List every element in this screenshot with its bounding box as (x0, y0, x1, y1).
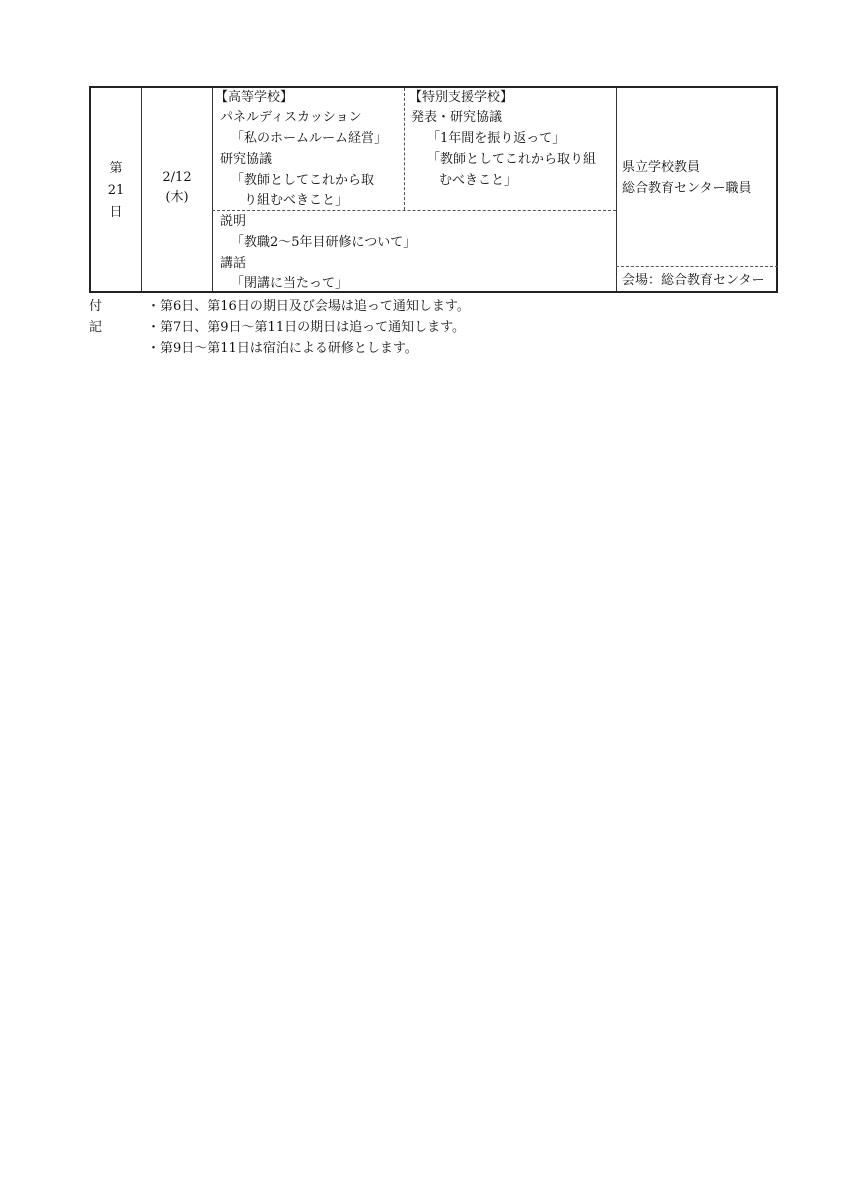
notes-label: 付記 (89, 299, 115, 335)
note-item: ・第9日～第11日は宿泊による研修とします。 (147, 341, 418, 356)
venue-text: 会場：総合教育センター (622, 273, 765, 288)
day-prefix: 第 (109, 161, 123, 176)
instructor-line: 総合教育センター職員 (622, 181, 752, 196)
common-line: 「教職2～5年目研修について」 (231, 235, 417, 250)
schedule-table (89, 86, 778, 293)
date-value: 2/12 (162, 170, 192, 185)
high-school-line: 「教師としてこれから取 (231, 173, 375, 188)
common-line: 説明 (220, 214, 247, 229)
special-school-line: むべきこと」 (439, 173, 518, 188)
special-school-line: 「1年間を振り返って」 (427, 131, 566, 146)
high-school-line: パネルディスカッション (220, 110, 362, 125)
high-school-line: 「私のホームルーム経営」 (231, 131, 388, 146)
high-school-header: 【高等学校】 (215, 90, 294, 105)
column-divider (212, 88, 213, 291)
date-weekday: (木) (165, 190, 189, 205)
day-number: 21 (107, 183, 125, 198)
special-school-line: 発表・研究協議 (411, 110, 503, 125)
dashed-divider (404, 88, 405, 210)
special-school-line: 「教師としてこれから取り組 (427, 152, 597, 167)
common-line: 「閉講に当たって」 (231, 276, 349, 291)
common-line: 講話 (220, 256, 247, 271)
day-cell (91, 158, 141, 224)
note-item: ・第6日、第16日の期日及び会場は追って通知します。 (147, 299, 470, 314)
high-school-line: 研究協議 (220, 152, 273, 167)
note-item: ・第7日、第9日～第11日の期日は追って通知します。 (147, 320, 466, 335)
dashed-divider (616, 266, 778, 267)
instructor-line: 県立学校教員 (622, 160, 701, 175)
date-cell (142, 168, 212, 208)
column-divider (616, 88, 617, 291)
high-school-line: り組むべきこと」 (244, 193, 349, 208)
special-school-header: 【特別支援学校】 (409, 90, 514, 105)
day-suffix: 日 (109, 205, 123, 220)
notes-list (147, 296, 470, 359)
